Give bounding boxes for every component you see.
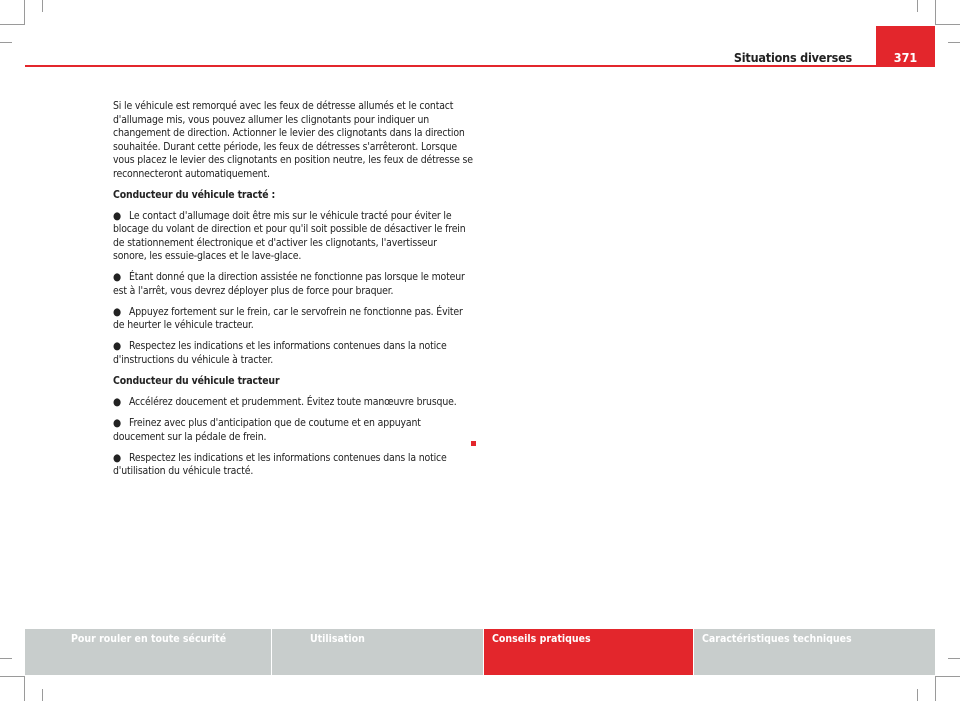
crop-mark [42, 0, 43, 12]
footer-tab-usage[interactable]: Utilisation [272, 629, 484, 675]
list-item: ● Étant donné que la direction assistée ne fonctionne pas lorsque le moteur est à l'arrêt, vous devrez déployer plus de force pour braquer. [113, 271, 465, 297]
bullet-icon: ● [113, 271, 122, 284]
header-rule [25, 65, 935, 67]
body-text [113, 100, 473, 486]
list-item: ● Respectez les indications et les informations contenues dans la notice d'utilisation du véhicule tracté. [113, 451, 447, 478]
crop-mark [0, 24, 25, 25]
footer-nav [25, 629, 935, 675]
list-item: ● Appuyez fortement sur le frein, car le servofrein ne fonctionne pas. Éviter de heurter le véhicule tracteur. [113, 305, 463, 332]
list-item: ● Le contact d'allumage doit être mis sur le véhicule tracté pour éviter le blocage du volant de direction et pour qu'il soit possible de désactiver le frein de stationnement électronique et d'activer les clignotants, l'avertisseur sonore, les essuie-glaces et le lave-glace. [113, 209, 466, 263]
bullet-icon: ● [113, 396, 122, 409]
crop-mark [935, 676, 960, 677]
list-item: ● Accélérez doucement et prudemment. Évitez toute manœuvre brusque. [113, 396, 457, 409]
section-heading-towing: Conducteur du véhicule tracteur [113, 375, 280, 388]
crop-mark [0, 658, 12, 659]
crop-mark [42, 689, 43, 701]
crop-mark [948, 658, 960, 659]
footer-tab-technical-specs[interactable]: Caractéristiques techniques [702, 633, 852, 645]
crop-mark [24, 0, 25, 25]
footer-tab-safety[interactable]: Pour rouler en toute sécurité [25, 629, 272, 675]
bullet-icon: ● [113, 451, 122, 464]
list-item: ● Freinez avec plus d'anticipation que de coutume et en appuyant doucement sur la pédale de frein. [113, 417, 421, 443]
end-of-section-icon [471, 441, 476, 446]
crop-mark [24, 676, 25, 701]
crop-mark [0, 676, 25, 677]
page-number: 371 [893, 50, 918, 65]
crop-mark [917, 0, 918, 12]
crop-mark [935, 0, 936, 25]
bullet-icon: ● [113, 340, 122, 353]
bullet-icon: ● [113, 209, 122, 222]
crop-mark [0, 42, 12, 43]
crop-mark [948, 42, 960, 43]
bullet-icon: ● [113, 417, 122, 430]
intro-paragraph: Si le véhicule est remorqué avec les feux de détresse allumés et le contact d'allumage mis, vous pouvez allumer les clignotants pour indiquer un changement de direction. Actionner le levier des clignotants dans la direction souhaitée. Durant cette période, les feux de détresses s'arrêteront. Lorsque vous placez le levier des clignotants en position neutre, les feux de détresse se reconnecteront automatiquement. [113, 100, 473, 180]
crop-mark [935, 24, 960, 25]
section-heading-towed: Conducteur du véhicule tracté : [113, 188, 276, 201]
crop-mark [935, 676, 936, 701]
list-item: ● Respectez les indications et les informations contenues dans la notice d'instructions du véhicule à tracter. [113, 340, 447, 366]
section-title: Situations diverses [733, 50, 852, 65]
crop-mark [917, 689, 918, 701]
footer-tab-practical-tips[interactable]: Conseils pratiques [484, 629, 694, 675]
bullet-icon: ● [113, 305, 122, 318]
